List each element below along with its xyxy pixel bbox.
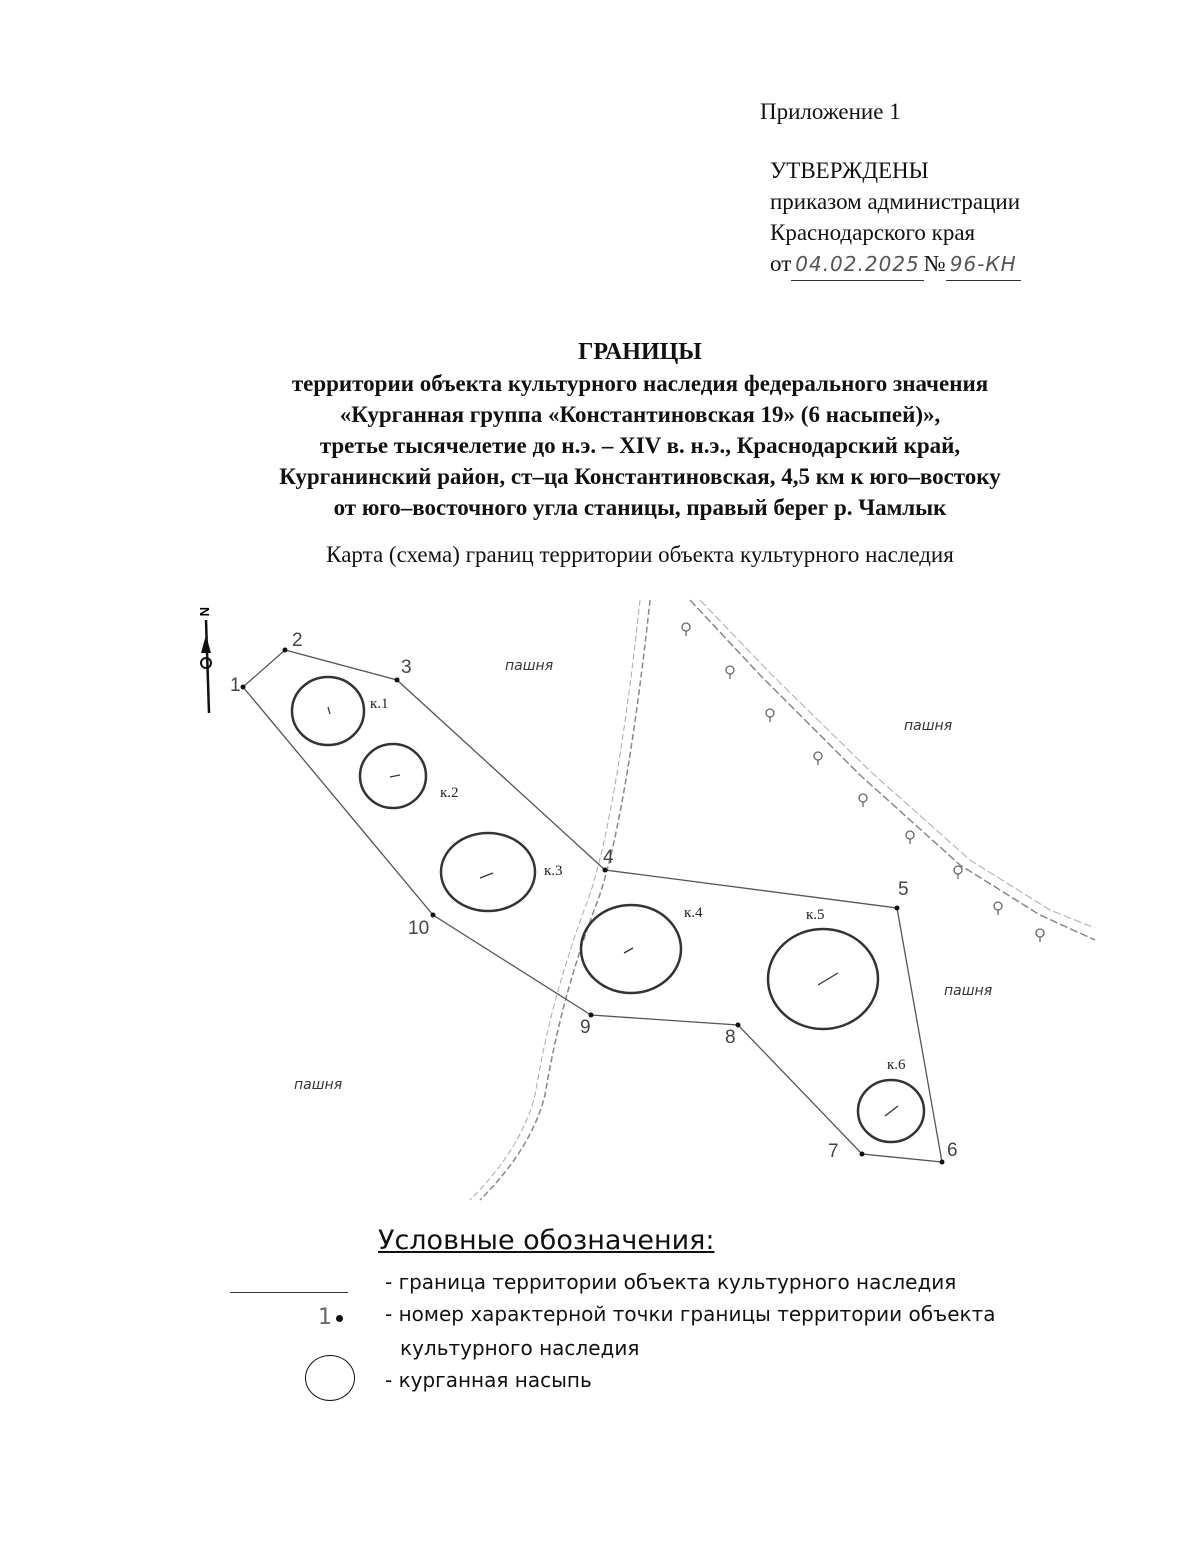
point-label-1: 1 (230, 675, 241, 696)
mound-k3 (441, 833, 535, 911)
legend-point-text-2: культурного наследия (400, 1336, 640, 1360)
field-label: пашня (294, 1077, 343, 1093)
boundary-point-6 (940, 1160, 945, 1165)
mound-label-k6: к.6 (887, 1057, 906, 1073)
boundary-points (241, 648, 945, 1165)
point-label-4: 4 (603, 847, 614, 868)
field-label: пашня (904, 718, 953, 734)
tree-icon (906, 831, 914, 844)
approved-date-line (770, 248, 1021, 281)
number-prefix: № (923, 251, 946, 276)
legend-boundary-text: - граница территории объекта культурного наследия (385, 1270, 957, 1294)
boundary-line (243, 650, 942, 1162)
north-label: N (197, 607, 212, 617)
document-title (0, 337, 1200, 523)
approved-label: УТВЕРЖДЕНЫ (770, 158, 929, 183)
legend-mound-text: - курганная насыпь (385, 1368, 592, 1392)
boundary-point-7 (860, 1152, 865, 1157)
point-label-6: 6 (947, 1140, 958, 1161)
tree-icon (766, 709, 774, 722)
legend-point-symbol (318, 1305, 343, 1330)
boundary-map (0, 595, 1200, 1215)
title-line-4: Курганинский район, ст–ца Константиновская, 4,5 км к юго–востоку (279, 464, 1001, 489)
title-line-3: третье тысячелетие до н.э. – XIV в. н.э., Краснодарский край, (319, 433, 961, 458)
date-prefix: от (770, 251, 792, 276)
tree-icons (682, 623, 1044, 942)
mound-label-k4: к.4 (684, 905, 703, 921)
boundary-point-10 (431, 913, 436, 918)
mound-k1 (292, 677, 364, 745)
legend-point-number: 1 (318, 1305, 332, 1330)
boundary-point-3 (395, 678, 400, 683)
legend-mound-icon (305, 1355, 355, 1401)
boundary-point-2 (283, 648, 288, 653)
tree-icon (954, 866, 962, 879)
boundary-point-4 (603, 868, 608, 873)
legend-boundary-symbol (230, 1292, 348, 1293)
title-line-2: «Курганная группа «Константиновская 19» (6 насыпей)», (339, 402, 941, 427)
tree-icon (682, 623, 690, 636)
tree-icon (814, 752, 822, 765)
legend (0, 1225, 1200, 1405)
boundary-point-8 (736, 1023, 741, 1028)
mound-k5 (768, 929, 878, 1029)
title-line-5: от юго–восточного угла станицы, правый берег р. Чамлык (333, 495, 947, 520)
map-subtitle: Карта (схема) границ территории объекта культурного наследия (326, 542, 954, 567)
point-label-5: 5 (898, 879, 909, 900)
point-label-8: 8 (725, 1027, 736, 1048)
point-dot-icon (336, 1315, 343, 1322)
mound-label-k1: к.1 (370, 696, 389, 712)
legend-point-text-1: - номер характерной точки границы территории объекта (385, 1302, 996, 1326)
title-main: ГРАНИЦЫ (578, 339, 702, 365)
title-line-1: территории объекта культурного наследия федерального значения (291, 371, 989, 396)
mound-label-k2: к.2 (440, 785, 459, 801)
date-value: 04.02.2025 (791, 249, 924, 281)
tree-icon (726, 666, 734, 679)
road (480, 600, 650, 1200)
tree-icon (1036, 929, 1044, 942)
approval-block (760, 96, 1021, 281)
boundary-point-1 (241, 685, 246, 690)
approved-line-1: приказом администрации (770, 189, 1021, 214)
road-edge (470, 600, 640, 1200)
approved-line-2: Краснодарского края (770, 220, 976, 245)
boundary-point-5 (895, 906, 900, 911)
point-label-2: 2 (292, 630, 303, 651)
point-label-3: 3 (401, 657, 412, 678)
field-label: пашня (505, 658, 554, 674)
point-label-9: 9 (580, 1017, 591, 1038)
field-label: пашня (944, 983, 993, 999)
tree-icon (859, 794, 867, 807)
point-label-10: 10 (408, 918, 430, 939)
number-value: 96-КН (946, 249, 1021, 281)
annex-label: Приложение 1 (760, 99, 901, 124)
tree-icon (994, 902, 1002, 915)
legend-title: Условные обозначения: (378, 1225, 715, 1256)
mound-label-k5: к.5 (806, 907, 825, 923)
point-label-7: 7 (828, 1141, 839, 1162)
mound-label-k3: к.3 (544, 863, 563, 879)
north-arrow-icon (201, 620, 211, 713)
